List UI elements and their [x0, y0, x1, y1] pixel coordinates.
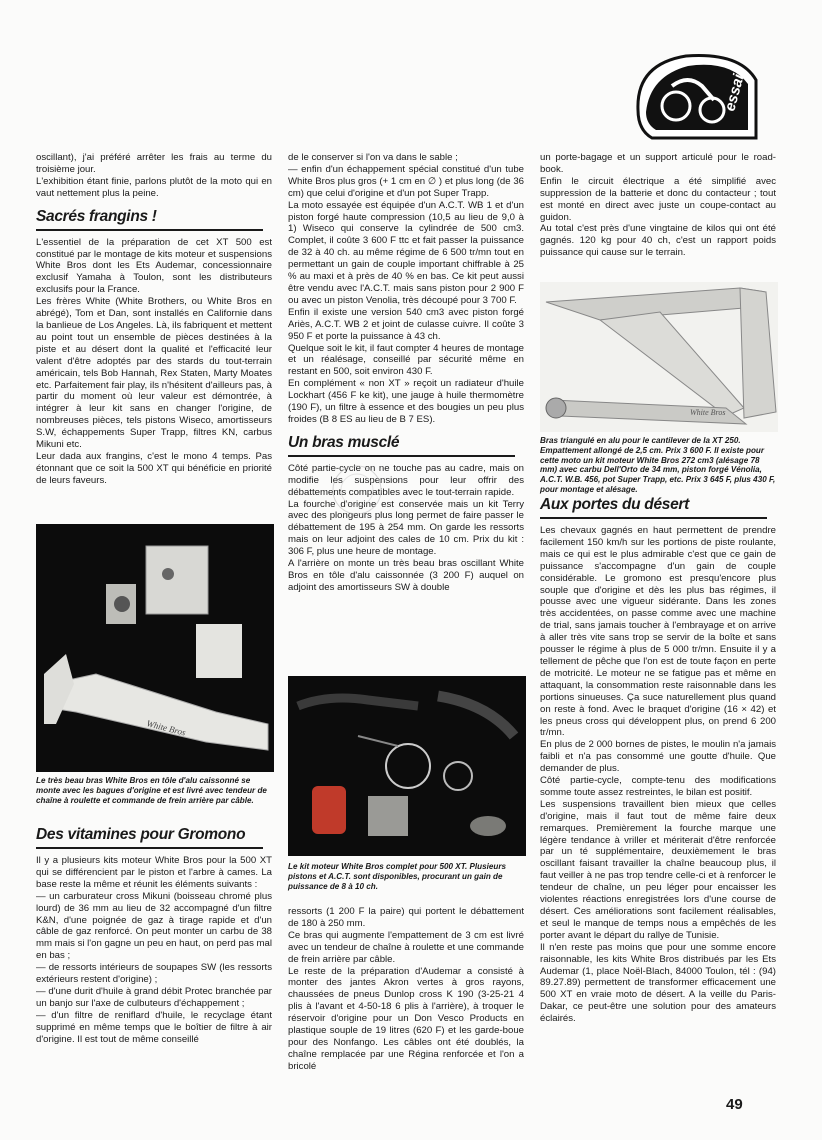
photo-caption: Bras triangulé en alu pour le cantilever de la XT 250. Empattement allongé de 2,5 cm. Prix 3 600 F. Il existe pour cette moto un kit moteur White Bros 272 cm3 (alésage 78 mm) avec carbu Dell'Orto de 34 mm, piston forgé Vénolia, A.C.T. W.B. 456, pot Super Trapp, etc. Prix 3 645 F, plus 430 F, pour montage et alésage.	[540, 436, 776, 494]
paragraph: — d'un filtre de reniflard d'huile, le recyclage étant supprimé en même temps que le boîtier de filtre à air d'origine. Il est tout de même conseillé	[36, 1009, 272, 1045]
paragraph: A l'arrière on monte un très beau bras oscillant White Bros en tôle d'alu caissonnée (3 200 F) auquel on adjoint des amortisseurs SW à double	[288, 558, 524, 593]
paragraph: Enfin le circuit électrique a été simplifié avec suppression de la batterie et donc du contacteur ; tout est monté en direct avec juste un coupe-contact au guidon.	[540, 175, 776, 223]
column-2	[288, 152, 524, 594]
section-heading: Sacrés frangins !	[36, 208, 263, 231]
page-number: 49	[726, 1096, 743, 1113]
photo-caption: Le kit moteur White Bros complet pour 500 XT. Plusieurs pistons et A.C.T. sont disponibles, procurant un gain de puissance de 8 à 10 ch.	[288, 862, 506, 891]
essai-logo-icon	[632, 50, 760, 142]
paragraph: Les frères White (White Brothers, ou White Bros en abrégé), Tom et Dan, sont installés en Californie dans la banlieue de Los Angeles. Là, ils fabriquent et mettent au point tout un ensemble de pièces destinées à la piste et au désert dont la qualité et l'efficacité leur valent d'être adoptés par des stards du tout-terrain américain, tels Bob Hannah, Rex Staten, Marty Moates etc. Parfaitement fair play, ils n'hésitent d'ailleurs pas, à partir du moment où leur valeur est démontrée, à intégrer à leur kit sans en changer l'origine, de nombreuses pièces, tels pistons Wiseco, amortisseurs S.W, échappements Super Trapp, filtres KN, carbus Mikuni etc.	[36, 296, 272, 451]
triangle-arm-photo	[540, 282, 778, 432]
column-2-bottom	[288, 906, 524, 1073]
watermark-icon	[318, 462, 396, 518]
section-heading: Un bras musclé	[288, 434, 515, 457]
paragraph: Le reste de la préparation d'Audemar a consisté à monter des jantes Akron vertes à gros rayons, chaussées de pneus Dunlop cross K 190 (3-25-21 4 plis à l'avant et 4-50-18 6 plis à l'arrière), à troquer le réservoir d'origine pour un Don Vesco Products en plastique souple de 19 litres (620 F) et les garde-boue pour des Nonfango. Les câbles ont été doublés, la chaîne remplacée par une Régina renforcée et l'on a bricolé	[288, 965, 524, 1072]
paragraph: Côté partie-cycle on ne touche pas au cadre, mais on modifie les suspensions pour leur offrir des débattements compatibles avec le tout-terrain rapide.	[288, 462, 524, 498]
paragraph: Côté partie-cycle, compte-tenu des modifications somme toute assez restreintes, le bilan est positif.	[540, 775, 776, 798]
swingarm-label: White Bros	[145, 718, 187, 738]
photo-caption: Le très beau bras White Bros en tôle d'alu caissonné se monte avec les bagues d'origine et est livré avec tendeur de chaîne à roulette et commande de frein arrière par câble.	[36, 776, 267, 805]
engine-kit-photo	[288, 676, 526, 856]
column-1	[36, 152, 272, 487]
paragraph: En complément « non XT » reçoit un radiateur d'huile Lockhart (456 F ke kit), une jauge à huile thermomètre (190 F), un filtre à essence et des bougies un peu plus froides (B 8 ES au lieu de B 7 ES).	[288, 378, 524, 425]
paragraph: L'exhibition étant finie, parlons plutôt de la moto qui en vaut nettement plus la peine.	[36, 175, 272, 199]
section-heading: Des vitamines pour Gromono	[36, 826, 263, 849]
swingarm-photo	[36, 524, 274, 772]
paragraph: Au total c'est près d'une vingtaine de kilos qui ont été gagnés. 120 kg pour 40 ch, c'est un rapport poids puissance qui cause sur le terrain.	[540, 223, 776, 259]
section-heading: Aux portes du désert	[540, 496, 767, 519]
paragraph: ressorts (1 200 F la paire) qui portent le débattement de 180 à 250 mm.	[288, 906, 524, 929]
paragraph: Quelque soit le kit, il faut compter 4 heures de montage et un réalésage, conseillé par sécurité même en restant en 500, soit environ 430 F.	[288, 342, 524, 378]
paragraph: Les suspensions travaillent bien mieux que celles d'origine, mais il faut tout de même faire deux remarques. Premièrement la fourche marque une légère tendance à vriller et mériterait d'être renforcée par un té supplémentaire, deuxièmement le bras oscillant faisant travailler la chaîne beaucoup plus, il faut veiller à ne pas trop tendre celle-ci et à renforcer le tendeur de chaîne, un peu léger pour encaisser les violentes réactions enregistrées lors d'une course de désert. Ces améliorations sont facilement réalisables, et seul le manque de temps nous a empêchés de les porter avant le départ du rallye de Tunisie.	[540, 798, 776, 941]
arm-label: White Bros	[690, 408, 726, 417]
paragraph: Il n'en reste pas moins que pour une somme encore raisonnable, les kits White Bros distribués par les Ets Audemar (1, place Noël-Blach, 84000 Toulon, tél : (94) 89.27.89) permettent de transformer efficacement une 500 XT en vraie moto de désert. A la veille du Paris-Dakar, ce peut-être une solution pour des amateurs éclairés.	[540, 941, 776, 1025]
paragraph: L'essentiel de la préparation de cet XT 500 est constitué par le montage de kits moteur et suspensions White Bros dont les Ets Audemar, concessionnaire exclusif Yamaha à Toulon, sont les distributeurs exclusifs pour la France.	[36, 236, 272, 296]
column-1-bottom	[36, 822, 272, 1046]
paragraph: un porte-bagage et un support articulé pour le road-book.	[540, 152, 776, 175]
paragraph: Il y a plusieurs kits moteur White Bros pour la 500 XT qui se différencient par le piston et l'arbre à cames. La base reste la même et réunit les éléments suivants :	[36, 855, 272, 890]
paragraph: En plus de 2 000 bornes de pistes, le moulin n'a jamais faibli et n'a pas consommé une goutte d'huile. Que demander de plus.	[540, 739, 776, 775]
paragraph: — un carburateur cross Mikuni (boisseau chromé plus lourd) de 36 mm au lieu de 32 accompagné d'un filtre K&N, d'une poignée de gaz à tirage rapide et d'un câble de gaz renforcé. On peut monter un carbu de 38 mm mais si l'on gagne un peu en haut, on perd pas mal en bas ;	[36, 890, 272, 962]
paragraph: La moto essayée est équipée d'un A.C.T. WB 1 et d'un piston forgé haute compression (10,5 au lieu de 9,0 à 1) Wiseco qui conserve la cylindrée de 500 cm3. Complet, il coûte 3 600 F ttc et fait passer la puissance de 32 à 40 ch. au même régime de 6 500 tr/mn tout en permettant un gain de couple important chiffrable à 25 % au maxi et à près de 40 % en bas. Ce kit peut aussi être vendu avec l'A.C.T. mais sans piston pour 2 900 F ou avec un piston Venolia, très découpé pour 3 700 F.	[288, 199, 524, 306]
paragraph: Leur dada aux frangins, c'est le mono 4 temps. Pas étonnant que ce soit la 500 XT qui bénéficie en priorité de leurs faveurs.	[36, 450, 272, 486]
paragraph: Les chevaux gagnés en haut permettent de prendre facilement 150 km/h sur les portions de piste roulante, mais ce qui est le plus admirable c'est que ce gain de puissance s'accompagne d'un gain de couple considérable. Le gromono est presqu'encore plus souple que d'origine et dès les plus bas régimes, il pousse avec une vigueur sidérante. Dans les zones très accidentées, on passe comme avec une machine de trial, sans jamais toucher à l'embrayage et on arrive à aller très vite sans trop se servir de la boîte et sans pousser le régime à plus de 5 000 tr/mn. Ensuite il y a tellement de pêche que l'on est de toute façon en perte de motricité. Le moteur ne se fatigue pas et même en attaquant, la consommation reste raisonnable dans les portions sinueuses. Ça suce naturellement plus quand on reste à fond. Avec le braquet d'origine (16 × 42) et les pneus cross qui développent plus, on prend 6 200 tr/mn.	[540, 525, 776, 739]
paragraph: La fourche d'origine est conservée mais un kit Terry avec des plongeurs plus long permet de faire passer le débattement de 195 à 254 mm. On garde les ressorts mais on leur adjoint des cales de 10 cm. Prix du kit : 306 F, plus une heure de montage.	[288, 498, 524, 558]
logo-text: essai	[721, 72, 748, 114]
column-3	[540, 152, 776, 259]
paragraph: oscillant), j'ai préféré arrêter les frais au terme du troisième jour.	[36, 152, 272, 175]
paragraph: de le conserver si l'on va dans le sable ;	[288, 152, 458, 163]
paragraph: — d'une durit d'huile à grand débit Protec branchée par un banjo sur l'axe de culbuteurs d'échappement ;	[36, 985, 272, 1009]
paragraph: — enfin d'un échappement spécial constitué d'un tube White Bros plus gros (+ 1 cm en ∅ ) et plus long (de 36 cm) que celui d'origine et d'un pot Super Trapp.	[288, 163, 524, 199]
paragraph: Ce bras qui augmente l'empattement de 3 cm est livré avec un tendeur de chaîne à roulette et une commande de frein arrière par câble.	[288, 929, 524, 965]
column-3-bottom	[540, 488, 776, 1025]
paragraph: — de ressorts intérieurs de soupapes SW (les ressorts extérieurs restent d'origine) ;	[36, 962, 272, 986]
paragraph: Enfin il existe une version 540 cm3 avec piston forgé Ariès, A.C.T. WB 2 et joint de culasse cuivre. Il coûte 3 950 F et porte la puissance à 43 ch.	[288, 306, 524, 342]
